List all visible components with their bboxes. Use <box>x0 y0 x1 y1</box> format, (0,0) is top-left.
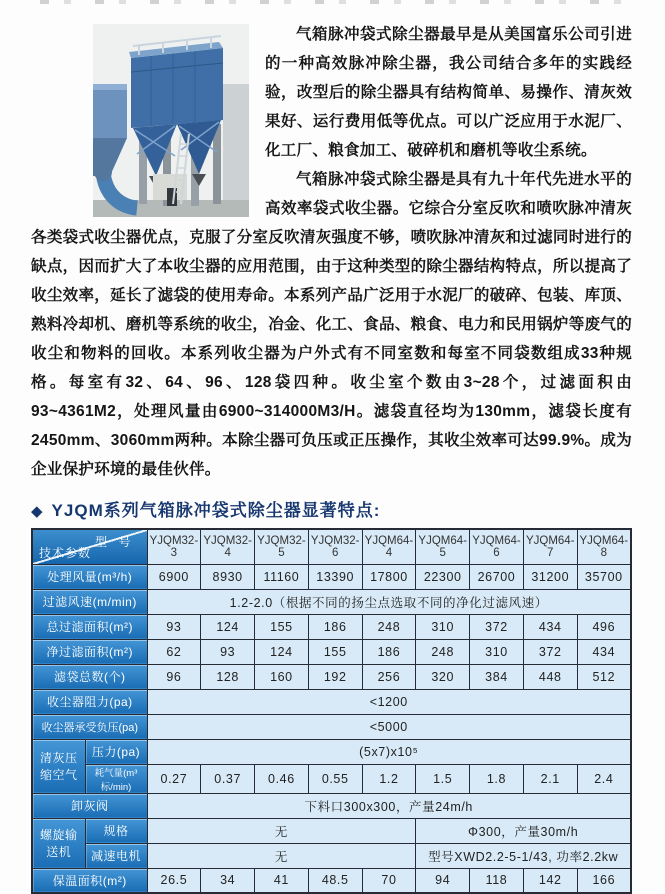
cell: 1.5 <box>416 764 470 793</box>
table-row <box>32 843 631 868</box>
cell: 512 <box>577 664 631 689</box>
row-label: 处理风量(m³/h) <box>32 564 147 589</box>
cropped-text-remnant <box>40 0 625 4</box>
section-heading-text: YJQM系列气箱脉冲袋式除尘器显著特点: <box>51 501 381 520</box>
cell: 142 <box>523 868 577 893</box>
cell-right: 型号XWD2.2-5-1/43, 功率2.2kw <box>416 843 631 868</box>
cell: 248 <box>416 639 470 664</box>
cell: 0.46 <box>255 764 309 793</box>
table-row <box>32 818 631 843</box>
cell: 8930 <box>201 564 255 589</box>
cell: 384 <box>470 664 524 689</box>
cell: 34 <box>201 868 255 893</box>
cell: 160 <box>255 664 309 689</box>
table-row <box>32 564 631 589</box>
row-label: 收尘器承受负压(pa) <box>32 714 147 739</box>
cell: 48.5 <box>308 868 362 893</box>
cell: 372 <box>470 614 524 639</box>
cell: 70 <box>362 868 416 893</box>
cell: 256 <box>362 664 416 689</box>
cell: 96 <box>147 664 201 689</box>
cell-span: 下料口300x300，产量24m/h <box>147 793 631 818</box>
row-sublabel: 耗气量(m³标/min) <box>85 764 147 793</box>
table-header-row <box>32 529 631 564</box>
cell: 434 <box>523 614 577 639</box>
row-label: 收尘器阻力(pa) <box>32 689 147 714</box>
cell: 496 <box>577 614 631 639</box>
cell: 124 <box>201 614 255 639</box>
table-row <box>32 664 631 689</box>
cell-left: 无 <box>147 818 416 843</box>
cell: 1.8 <box>470 764 524 793</box>
cell: 448 <box>523 664 577 689</box>
dust-collector-illustration <box>93 24 249 217</box>
cell: 192 <box>308 664 362 689</box>
model-header: YJQM32-5 <box>255 529 309 564</box>
cell-right: Φ300，产量30m/h <box>416 818 631 843</box>
diamond-icon: ◆ <box>31 503 44 520</box>
product-photo <box>93 24 249 217</box>
cell: 186 <box>308 614 362 639</box>
group-label: 清灰压缩空气 <box>32 739 85 793</box>
cell: 310 <box>416 614 470 639</box>
cell: 310 <box>470 639 524 664</box>
cell: 155 <box>308 639 362 664</box>
cell: 31200 <box>523 564 577 589</box>
cell: 2.4 <box>577 764 631 793</box>
spec-table <box>31 528 632 894</box>
cell: 155 <box>255 614 309 639</box>
cell: 62 <box>147 639 201 664</box>
table-row <box>32 639 631 664</box>
cell: 35700 <box>577 564 631 589</box>
cell: 166 <box>577 868 631 893</box>
cell: 26700 <box>470 564 524 589</box>
intro-section <box>31 20 632 484</box>
cell: 11160 <box>255 564 309 589</box>
row-label: 总过滤面积(m²) <box>32 614 147 639</box>
model-header: YJQM64-4 <box>362 529 416 564</box>
cell-span: <5000 <box>147 714 631 739</box>
cell: 0.55 <box>308 764 362 793</box>
row-sublabel: 减速电机 <box>85 843 147 868</box>
cell: 434 <box>577 639 631 664</box>
cell: 124 <box>255 639 309 664</box>
model-header: YJQM64-8 <box>577 529 631 564</box>
row-label: 卸灰阀 <box>32 793 147 818</box>
cell-span: (5x7)x10⁵ <box>147 739 631 764</box>
table-row <box>32 614 631 639</box>
table-row <box>32 868 631 893</box>
model-header: YJQM32-3 <box>147 529 201 564</box>
intro-paragraph-2: 气箱脉冲袋式除尘器是具有九十年代先进水平的高效率袋式收尘器。它综合分室反吹和喷吹脉冲清灰各类袋式收尘器优点，克服了分室反吹清灰强度不够，喷吹脉冲清灰和过滤同时进行的缺点，因而扩大了本收尘器的应用范围，由于这种类型的除尘器结构特点，所以提高了收尘效率，延长了滤袋的使用寿命。本系列产品广泛用于水泥厂的破碎、包装、库顶、熟料冷却机、磨机等系统的收尘，冶金、化工、食品、粮食、电力和民用锅炉等废气的收尘和物料的回收。本系列收尘器为户外式有不同室数和每室不同袋数组成33种规格。每室有32、64、96、128袋四种。收尘室个数由3~28个，过滤面积由93~4361M2，处理风量由6900~314000M3/H。滤袋直径均为130mm，滤袋长度有2450mm、3060mm两种。本除尘器可负压或正压操作，其收尘效率可达99.9%。成为企业保护环境的最佳伙伴。 <box>31 171 632 478</box>
intro-paragraph-1: 气箱脉冲袋式除尘器最早是从美国富乐公司引进的一种高效脉冲除尘器，我公司结合多年的实践经验，改型后的除尘器具有结构简单、易操作、清灰效果好、运行费用低等优点。可以广泛应用于水泥厂、化工厂、粮食加工、破碎机和磨机等收尘系统。 <box>265 26 632 159</box>
cell: 93 <box>201 639 255 664</box>
row-label: 过滤风速(m/min) <box>32 589 147 614</box>
table-row <box>32 689 631 714</box>
corner-param-label: 技术参数 <box>39 545 92 560</box>
cell: 372 <box>523 639 577 664</box>
cell: 1.2 <box>362 764 416 793</box>
cell: 2.1 <box>523 764 577 793</box>
cell: 6900 <box>147 564 201 589</box>
table-row <box>32 589 631 614</box>
cell: 0.27 <box>147 764 201 793</box>
row-label: 净过滤面积(m²) <box>32 639 147 664</box>
cell: 320 <box>416 664 470 689</box>
row-sublabel: 规格 <box>85 818 147 843</box>
cell: 41 <box>255 868 309 893</box>
table-row <box>32 739 631 764</box>
cell: 0.37 <box>201 764 255 793</box>
section-heading <box>31 496 632 521</box>
cell: 118 <box>470 868 524 893</box>
corner-cell <box>32 529 147 564</box>
row-sublabel: 压力(pa) <box>85 739 147 764</box>
cell-span: 1.2-2.0（根据不同的扬尘点选取不同的净化过滤风速） <box>147 589 631 614</box>
cell: 186 <box>362 639 416 664</box>
row-label: 保温面积(m²) <box>32 868 147 893</box>
model-header: YJQM64-6 <box>470 529 524 564</box>
cell: 248 <box>362 614 416 639</box>
cell: 13390 <box>308 564 362 589</box>
cell: 128 <box>201 664 255 689</box>
group-label: 螺旋输送机 <box>32 818 85 868</box>
model-header: YJQM64-7 <box>523 529 577 564</box>
table-row <box>32 764 631 793</box>
model-header: YJQM32-4 <box>201 529 255 564</box>
model-header: YJQM32-6 <box>308 529 362 564</box>
row-label: 滤袋总数(个) <box>32 664 147 689</box>
corner-model-label: 型 号 <box>95 535 135 549</box>
cell: 22300 <box>416 564 470 589</box>
cell: 17800 <box>362 564 416 589</box>
cell-span: <1200 <box>147 689 631 714</box>
cell: 94 <box>416 868 470 893</box>
model-header: YJQM64-5 <box>416 529 470 564</box>
cell: 93 <box>147 614 201 639</box>
cell-left: 无 <box>147 843 416 868</box>
cell: 26.5 <box>147 868 201 893</box>
table-row <box>32 714 631 739</box>
